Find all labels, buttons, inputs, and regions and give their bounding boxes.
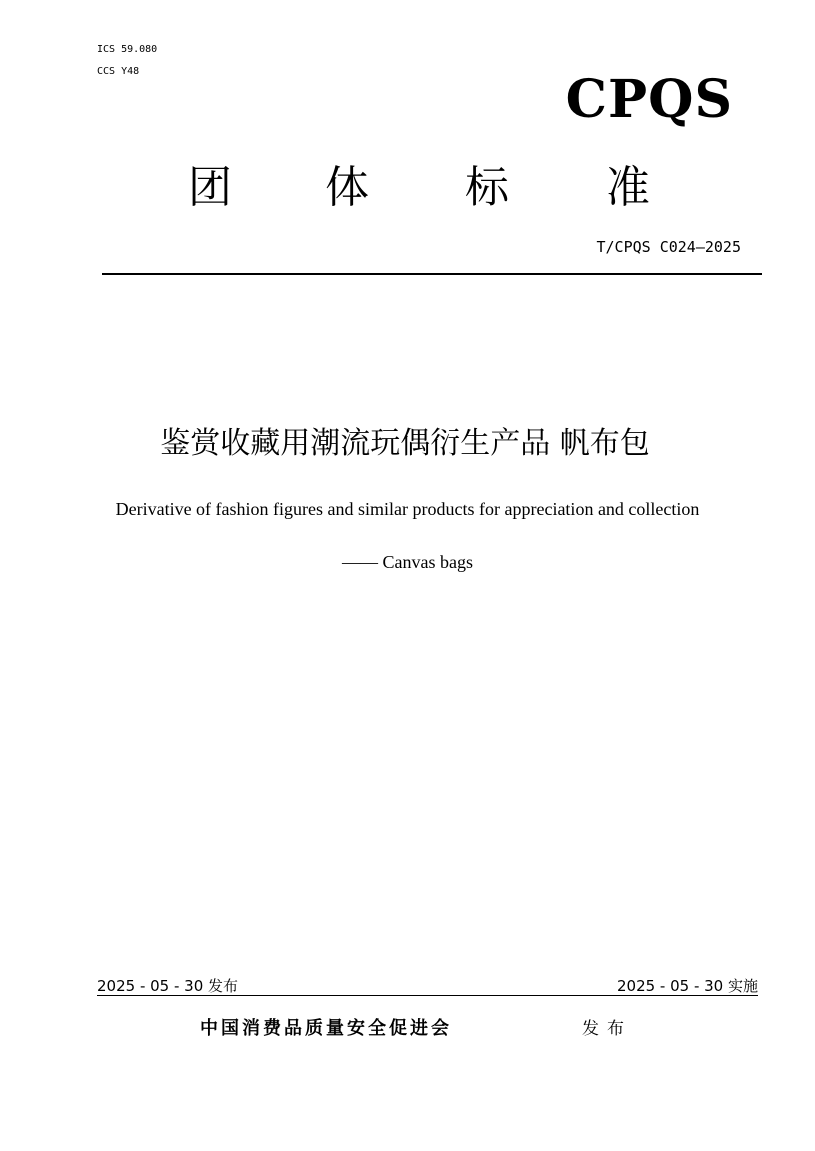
standard-type-char: 标 bbox=[465, 162, 509, 213]
standard-type-char: 体 bbox=[325, 162, 369, 213]
subtitle-english: —— Canvas bags bbox=[342, 552, 473, 572]
standard-number: T/CPQS C024—2025 bbox=[596, 238, 741, 256]
standard-type-char: 团 bbox=[188, 162, 232, 213]
cpqs-logo: CPQS bbox=[565, 69, 733, 130]
ics-code: ICS 59.080 bbox=[97, 44, 158, 55]
issue-date: 2025 - 05 - 30 发布 bbox=[97, 977, 239, 995]
publisher-name: 中国消费品质量安全促进会 bbox=[200, 1018, 452, 1039]
implementation-date: 2025 - 05 - 30 实施 bbox=[616, 977, 758, 995]
title-chinese: 鉴赏收藏用潮流玩偶衍生产品 帆布包 bbox=[160, 426, 650, 461]
top-divider bbox=[102, 273, 762, 275]
title-english: Derivative of fashion figures and similar products for appreciation and collection bbox=[115, 499, 700, 519]
bottom-divider bbox=[97, 995, 758, 996]
publish-label: 发布 bbox=[582, 1019, 632, 1039]
standard-type-heading bbox=[0, 160, 815, 220]
ccs-code: CCS Y48 bbox=[97, 66, 140, 77]
standard-type-char: 准 bbox=[606, 162, 650, 213]
